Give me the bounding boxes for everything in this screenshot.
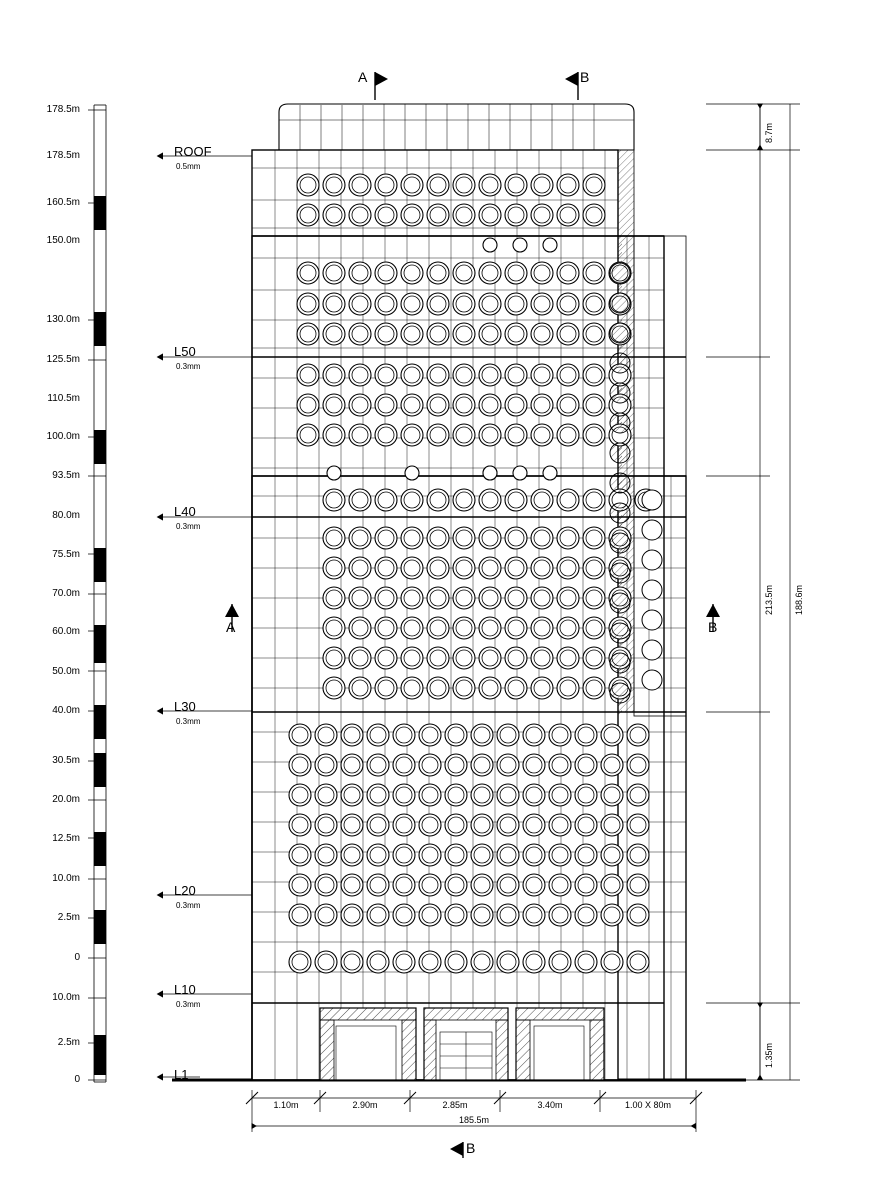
elevation-label: 30.5m	[52, 755, 80, 766]
vertical-dim-188-6m: 188.6m	[794, 584, 804, 615]
level-name-l20: L20	[174, 883, 196, 898]
facade-window-circle	[642, 670, 662, 690]
elevation-label: 20.0m	[52, 794, 80, 805]
section-letter-b-bottom: B	[466, 1140, 476, 1156]
facade-window-circle-shaded	[610, 653, 630, 673]
facade-window-circle-shaded	[610, 473, 630, 493]
facade-window-circle-shaded	[610, 563, 630, 583]
level-tolerance-l20: 0.3mm	[176, 901, 201, 910]
facade-window-circle	[483, 238, 497, 252]
level-name-l50: L50	[174, 344, 196, 359]
section-letter-a-left: A	[226, 619, 236, 635]
vertical-dim-8-7m: 8.7m	[764, 122, 774, 143]
bottom-dim-segment: 2.85m	[442, 1100, 468, 1110]
elevation-label: 12.5m	[52, 833, 80, 844]
facade-window-circle	[513, 466, 527, 480]
vertical-dim-213-5m: 213.5m	[764, 584, 774, 615]
section-letter-b-top: B	[580, 69, 590, 85]
level-tolerance-l10: 0.3mm	[176, 1000, 201, 1009]
elevation-label: 2.5m	[57, 912, 80, 923]
bottom-dim-total: 185.5m	[458, 1115, 490, 1125]
facade-window-circle	[405, 466, 419, 480]
elevation-label: 100.0m	[46, 431, 80, 442]
facade-window-circle-shaded	[610, 353, 630, 373]
level-name-l30: L30	[174, 699, 196, 714]
elevation-label: 110.5m	[47, 393, 80, 404]
section-marker-b-bottom	[450, 1142, 463, 1158]
level-tolerance-l50: 0.3mm	[176, 362, 201, 371]
vertical-dim-1-35m: 1.35m	[764, 1042, 774, 1068]
facade-window-circle-shaded	[610, 533, 630, 553]
facade-window-circle-shaded	[610, 593, 630, 613]
facade-window-circle-shaded	[610, 293, 630, 313]
elevation-label: 40.0m	[52, 705, 80, 716]
scale-ruler-blocks	[94, 196, 106, 1075]
facade-window-circle	[543, 466, 557, 480]
bottom-dim-segment: 3.40m	[537, 1100, 563, 1110]
facade-window-circle	[513, 238, 527, 252]
roof-penthouse	[279, 104, 634, 150]
facade-window-circle-shaded	[610, 413, 630, 433]
facade-window-circle-shaded	[610, 623, 630, 643]
ruler-tick-label: 178.5m	[46, 104, 80, 115]
elevation-label: 80.0m	[52, 510, 80, 521]
elevation-label: 93.5m	[52, 470, 80, 481]
section-marker-a-top	[375, 72, 388, 100]
level-name-l1: L1	[174, 1067, 189, 1082]
facade-window-circle	[483, 466, 497, 480]
elevation-label-10m: 10.0m	[52, 992, 80, 1003]
facade-window-circle-shaded	[610, 503, 630, 523]
section-marker-b-top	[565, 72, 578, 100]
facade-window-circle	[642, 550, 662, 570]
elevation-label: 178.5m	[46, 150, 80, 161]
facade-window-circle	[327, 466, 341, 480]
level-name-l40: L40	[174, 504, 196, 519]
facade-window-circle-shaded	[610, 383, 630, 403]
section-letter-a-top: A	[358, 69, 368, 85]
facade-window-circle-shaded	[610, 263, 630, 283]
facade-window-circle	[642, 490, 662, 510]
elevation-label: 70.0m	[52, 588, 80, 599]
bottom-dim-segment: 1.00 X 80m	[624, 1100, 672, 1110]
elevation-label: 0	[74, 952, 80, 963]
level-tolerance-l40: 0.3mm	[176, 522, 201, 531]
facade-window-circle	[543, 238, 557, 252]
bottom-dimension-lines	[246, 1090, 702, 1132]
elevation-label: 75.5m	[52, 549, 80, 560]
level-tolerance-roof: 0.5mm	[176, 162, 201, 171]
facade-window-circle	[642, 580, 662, 600]
elevation-label: 10.0m	[52, 873, 80, 884]
facade-window-circle-shaded	[610, 323, 630, 343]
facade-window-circle	[642, 610, 662, 630]
elevation-label: 150.0m	[46, 235, 80, 246]
elevation-label: 130.0m	[46, 314, 80, 325]
elevation-label: 160.5m	[46, 197, 80, 208]
elevation-label: 60.0m	[52, 626, 80, 637]
elevation-label: 50.0m	[52, 666, 80, 677]
facade-window-circle	[642, 640, 662, 660]
facade-window-circle	[642, 520, 662, 540]
bottom-dim-segment: 1.10m	[273, 1100, 299, 1110]
elevation-label-zero: 0	[74, 1074, 80, 1085]
level-tolerance-l30: 0.3mm	[176, 717, 201, 726]
level-name-roof: ROOF	[174, 144, 212, 159]
section-letter-b-right: B	[708, 619, 718, 635]
right-dimension-lines	[706, 104, 800, 1080]
facade-window-circle-shaded	[610, 443, 630, 463]
level-name-l10: L10	[174, 982, 196, 997]
elevation-label: 125.5m	[46, 354, 80, 365]
facade-window-circle-shaded	[610, 683, 630, 703]
elevation-label-25m: 2.5m	[57, 1037, 80, 1048]
bottom-dim-segment: 2.90m	[352, 1100, 378, 1110]
